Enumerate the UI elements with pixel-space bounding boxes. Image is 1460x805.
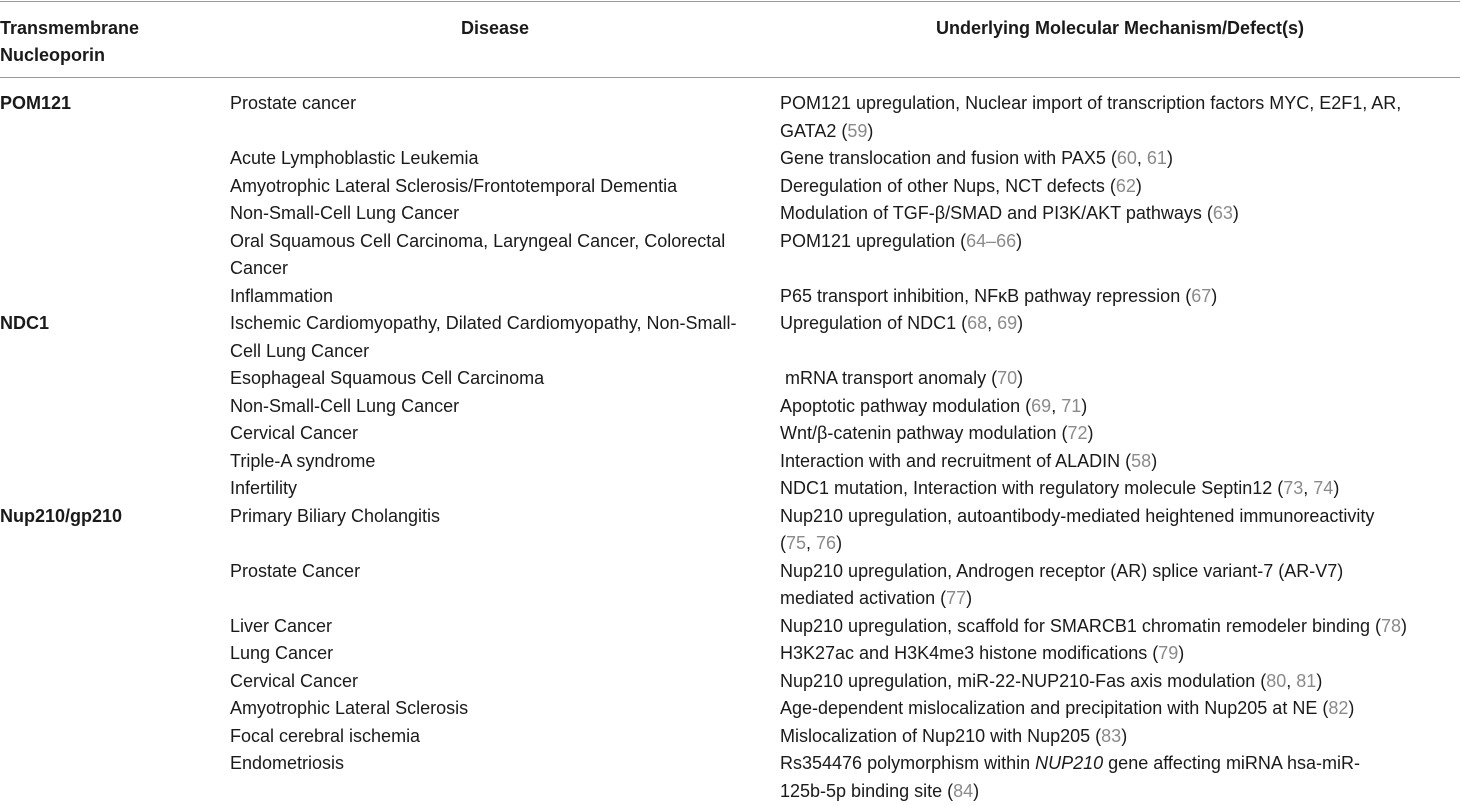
mechanism-text: POM121 upregulation ( (780, 230, 967, 251)
cell-mechanism (780, 503, 1460, 558)
table-row (0, 283, 1460, 311)
table-row (0, 420, 1460, 448)
reference-link[interactable]: 80 (1266, 670, 1287, 691)
mechanism-text: Nup210 upregulation, autoantibody-mediated heightened immunoreactivity ( (780, 505, 1375, 553)
mechanism-text: ) (1017, 313, 1024, 333)
cell-disease: Non-Small-Cell Lung Cancer (230, 395, 460, 416)
cell-disease: Focal cerebral ischemia (230, 725, 421, 746)
cell-disease: Acute Lymphoblastic Leukemia (230, 148, 479, 168)
cell-mechanism (780, 723, 1460, 751)
reference-link[interactable]: 70 (997, 368, 1018, 388)
mechanism-text: ) (1121, 725, 1128, 746)
mechanism-text: Wnt/β-catenin pathway modulation ( (780, 423, 1068, 443)
mechanism-text: Upregulation of NDC1 ( (780, 313, 968, 333)
cell-disease: Esophageal Squamous Cell Carcinoma (230, 368, 545, 388)
table-row (0, 365, 1460, 393)
reference-link[interactable]: 73 (1283, 478, 1304, 498)
reference-link[interactable]: 69 (997, 313, 1018, 333)
cell-mechanism (780, 228, 1460, 283)
cell-mechanism (780, 393, 1460, 421)
table-body (0, 90, 1460, 805)
table-row (0, 310, 1460, 365)
cell-mechanism (780, 420, 1460, 448)
header-disease: Disease (460, 18, 530, 38)
cell-mechanism (780, 475, 1460, 503)
mechanism-text: mRNA transport anomaly ( (780, 368, 998, 388)
mechanism-text: Apoptotic pathway modulation ( (780, 395, 1032, 416)
mechanism-text: ) (973, 780, 980, 801)
reference-link[interactable]: 71 (1061, 395, 1082, 416)
table-row (0, 173, 1460, 201)
cell-mechanism (780, 668, 1460, 696)
mechanism-text: Nup210 upregulation, miR-22-NUP210-Fas axis modulation ( (780, 670, 1267, 691)
cell-mechanism (780, 750, 1460, 805)
reference-link[interactable]: 82 (1328, 698, 1349, 718)
mechanism-text: ) (1232, 203, 1239, 223)
mechanism-text: ) (1151, 450, 1158, 471)
cell-nucleoporin (0, 640, 230, 668)
reference-link[interactable]: 58 (1131, 450, 1152, 471)
table-row (0, 90, 1460, 145)
mechanism-text: Mislocalization of Nup210 with Nup205 ( (780, 725, 1102, 746)
cell-mechanism (780, 310, 1460, 365)
table-row (0, 393, 1460, 421)
cell-disease: Infertility (230, 478, 298, 498)
mechanism-text: NDC1 mutation, Interaction with regulatory molecule Septin12 ( (780, 478, 1284, 498)
mechanism-text: ) (1017, 368, 1024, 388)
reference-link[interactable]: 74 (1313, 478, 1334, 498)
mechanism-text: H3K27ac and H3K4me3 histone modifications ( (780, 643, 1159, 663)
reference-link[interactable]: 75 (786, 533, 807, 553)
gene-name: NUP210 (1035, 753, 1104, 773)
header-mechanism: Underlying Molecular Mechanism/Defect(s) (935, 18, 1305, 38)
table-row (0, 750, 1460, 805)
cell-disease: Primary Biliary Cholangitis (230, 505, 441, 526)
reference-link[interactable]: 61 (1146, 148, 1167, 168)
cell-disease: Non-Small-Cell Lung Cancer (230, 203, 460, 223)
mechanism-text: , (1136, 148, 1147, 168)
cell-mechanism (780, 283, 1460, 311)
table-row (0, 200, 1460, 228)
reference-link[interactable]: 78 (1381, 615, 1402, 636)
cell-mechanism (780, 145, 1460, 173)
cell-mechanism (780, 640, 1460, 668)
cell-disease: Ischemic Cardiomyopathy, Dilated Cardiomyopathy, Non-Small-Cell Lung Cancer (230, 313, 737, 361)
reference-link[interactable]: 84 (953, 780, 974, 801)
table-row (0, 695, 1460, 723)
mechanism-text: ) (1178, 643, 1185, 663)
mechanism-text: Nup210 upregulation, Androgen receptor (AR) splice variant-7 (AR-V7) mediated activation ( (780, 560, 1344, 608)
table-row (0, 668, 1460, 696)
mechanism-text: ) (1316, 670, 1323, 691)
cell-mechanism (780, 613, 1460, 641)
reference-link[interactable]: 63 (1212, 203, 1233, 223)
cell-nucleoporin: POM121 (0, 93, 72, 113)
cell-nucleoporin (0, 558, 230, 613)
reference-link[interactable]: 68 (967, 313, 988, 333)
table-row (0, 558, 1460, 613)
reference-link[interactable]: 72 (1067, 423, 1088, 443)
mechanism-text: Gene translocation and fusion with PAX5 ( (780, 148, 1117, 168)
mechanism-text: Rs354476 polymorphism within (780, 753, 1036, 773)
mechanism-text: Modulation of TGF-β/SMAD and PI3K/AKT pathways ( (780, 203, 1213, 223)
cell-nucleoporin (0, 695, 230, 723)
cell-nucleoporin (0, 448, 230, 476)
header-rule (0, 77, 1460, 78)
reference-link[interactable]: 62 (1115, 175, 1136, 196)
mechanism-text: , (1051, 395, 1062, 416)
cell-nucleoporin (0, 613, 230, 641)
table-row (0, 228, 1460, 283)
cell-mechanism (780, 200, 1460, 228)
cell-disease: Amyotrophic Lateral Sclerosis/Frontotemporal Dementia (230, 175, 678, 196)
mechanism-text: ) (1211, 285, 1218, 306)
cell-mechanism (780, 90, 1460, 145)
cell-disease: Endometriosis (230, 753, 345, 773)
table-row (0, 723, 1460, 751)
cell-nucleoporin (0, 393, 230, 421)
mechanism-text: , (987, 313, 998, 333)
table-row (0, 448, 1460, 476)
cell-disease: Liver Cancer (230, 615, 333, 636)
cell-disease: Oral Squamous Cell Carcinoma, Laryngeal Cancer, Colorectal Cancer (230, 230, 726, 278)
cell-disease: Cervical Cancer (230, 423, 359, 443)
mechanism-text: , (806, 533, 817, 553)
cell-disease: Inflammation (230, 285, 334, 306)
mechanism-text: ) (1166, 148, 1173, 168)
mechanism-text: P65 transport inhibition, NFκB pathway repression ( (780, 285, 1192, 306)
mechanism-text: Interaction with and recruitment of ALADIN ( (780, 450, 1132, 471)
cell-nucleoporin (0, 750, 230, 805)
table-row (0, 475, 1460, 503)
cell-disease: Prostate cancer (230, 93, 357, 113)
cell-mechanism (780, 695, 1460, 723)
mechanism-text: ) (836, 533, 843, 553)
mechanism-text: Deregulation of other Nups, NCT defects ( (780, 175, 1116, 196)
mechanism-text: ) (966, 588, 973, 608)
cell-nucleoporin (0, 475, 230, 503)
cell-disease: Triple-A syndrome (230, 450, 376, 471)
mechanism-text: , (1303, 478, 1314, 498)
mechanism-text: gene affecting miRNA hsa-miR- 125b-5p binding site ( (780, 753, 1360, 801)
cell-nucleoporin (0, 145, 230, 173)
cell-nucleoporin: Nup210/gp210 (0, 505, 123, 526)
reference-link[interactable]: 59 (847, 120, 868, 141)
cell-disease: Prostate Cancer (230, 560, 361, 581)
mechanism-text: POM121 upregulation, Nuclear import of transcription factors MYC, E2F1, AR, GATA2 ( (780, 93, 1407, 141)
cell-nucleoporin (0, 723, 230, 751)
cell-nucleoporin (0, 668, 230, 696)
cell-disease: Lung Cancer (230, 643, 334, 663)
cell-disease: Cervical Cancer (230, 670, 359, 691)
mechanism-text: ) (1081, 395, 1088, 416)
reference-link[interactable]: 64–66 (966, 230, 1017, 251)
cell-nucleoporin (0, 173, 230, 201)
mechanism-text: ) (1401, 615, 1408, 636)
cell-nucleoporin (0, 228, 230, 283)
table-row (0, 640, 1460, 668)
cell-mechanism (780, 558, 1460, 613)
table-row (0, 503, 1460, 558)
mechanism-text: , (1286, 670, 1297, 691)
reference-link[interactable]: 67 (1191, 285, 1212, 306)
mechanism-text: Nup210 upregulation, scaffold for SMARCB1 chromatin remodeler binding ( (780, 615, 1381, 636)
mechanism-text: ) (1135, 175, 1142, 196)
header-nucleoporin: Transmembrane Nucleoporin (0, 18, 140, 65)
cell-nucleoporin (0, 200, 230, 228)
reference-link[interactable]: 69 (1031, 395, 1052, 416)
cell-nucleoporin: NDC1 (0, 313, 50, 333)
cell-nucleoporin (0, 420, 230, 448)
mechanism-text: ) (1333, 478, 1340, 498)
cell-mechanism (780, 448, 1460, 476)
reference-link[interactable]: 79 (1158, 643, 1179, 663)
reference-link[interactable]: 81 (1296, 670, 1317, 691)
mechanism-text: Age-dependent mislocalization and precipitation with Nup205 at NE ( (780, 698, 1329, 718)
table-row (0, 613, 1460, 641)
reference-link[interactable]: 76 (816, 533, 837, 553)
mechanism-text: ) (1087, 423, 1094, 443)
cell-mechanism (780, 173, 1460, 201)
reference-link[interactable]: 83 (1101, 725, 1122, 746)
reference-link[interactable]: 60 (1116, 148, 1137, 168)
mechanism-text: ) (1348, 698, 1355, 718)
cell-nucleoporin (0, 283, 230, 311)
cell-nucleoporin (0, 365, 230, 393)
mechanism-text: ) (1016, 230, 1023, 251)
cell-mechanism (780, 365, 1460, 393)
cell-disease: Amyotrophic Lateral Sclerosis (230, 698, 469, 718)
table-top-rule (0, 1, 1460, 2)
mechanism-text: ) (867, 120, 874, 141)
table-row (0, 145, 1460, 173)
reference-link[interactable]: 77 (946, 588, 967, 608)
